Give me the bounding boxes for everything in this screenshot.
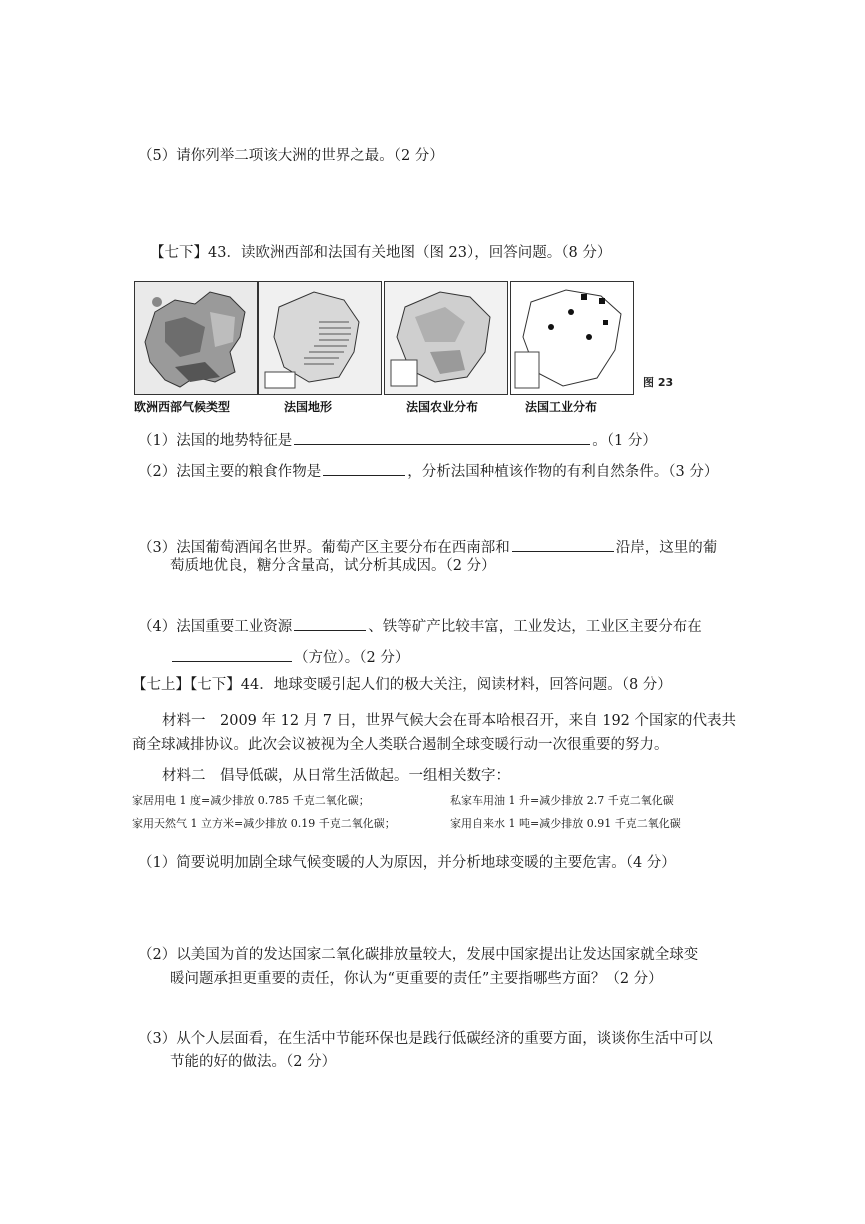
question-43-header: 【七下】43．读欧洲西部和法国有关地图（图 23），回答问题。（8 分） (150, 245, 612, 261)
map-france-agriculture (384, 281, 508, 395)
q43-4-text-c: （方位）。（2 分） (294, 650, 410, 666)
fact-fuel: 私家车用油 1 升=减少排放 2.7 千克二氧化碳 (450, 794, 674, 807)
question-43-1 (138, 428, 657, 451)
q43-4-text-a: （4）法国重要工业资源 (138, 619, 293, 635)
fact-electricity: 家居用电 1 度=减少排放 0.785 千克二氧化碳； (132, 794, 370, 807)
question-44-3-cont: 节能的好的做法。（2 分） (170, 1054, 337, 1070)
q43-2-text-a: （2）法国主要的粮食作物是 (138, 464, 322, 480)
caption-europe-climate: 欧洲西部气候类型 (134, 400, 231, 414)
map-france-industry (510, 281, 634, 395)
material-1-line-2: 商全球减排协议。此次会议被视为全人类联合遏制全球变暖行动一次很重要的努力。 (132, 737, 669, 753)
caption-france-agriculture: 法国农业分布 (406, 400, 479, 414)
fact-gas: 家用天然气 1 立方米=减少排放 0.19 千克二氧化碳； (132, 817, 396, 830)
material-1-line-1: 材料一 2009 年 12 月 7 日，世界气候大会在哥本哈根召开，来自 192 个国家的代表共 (162, 713, 737, 729)
q43-4-text-b: 、铁等矿产比较丰富，工业发达，工业区主要分布在 (368, 619, 702, 635)
question-43-4 (138, 614, 702, 637)
question-43-4-cont (170, 645, 409, 668)
question-44-1: （1）简要说明加剧全球气候变暖的人为原因，并分析地球变暖的主要危害。（4 分） (138, 855, 676, 871)
question-44-header: 【七上】【七下】44．地球变暖引起人们的极大关注，阅读材料，回答问题。（8 分） (132, 677, 672, 693)
fact-water: 家用自来水 1 吨=减少排放 0.91 千克二氧化碳 (450, 817, 681, 830)
q43-2-text-b: ，分析法国种植该作物的有利自然条件。（3 分） (407, 464, 719, 480)
q43-3-text-b: 沿岸，这里的葡 (615, 540, 718, 556)
q43-1-text-a: （1）法国的地势特征是 (138, 433, 293, 449)
q43-3-text-a: （3）法国葡萄酒闻名世界。葡萄产区主要分布在西南部和 (138, 540, 510, 556)
q43-1-text-b: 。（1 分） (592, 433, 657, 449)
answer-blank[interactable] (294, 428, 590, 445)
question-44-2-cont: 暖问题承担更重要的责任，你认为“更重要的责任”主要指哪些方面？（2 分） (170, 971, 663, 987)
question-44-2: （2）以美国为首的发达国家二氧化碳排放量较大，发展中国家提出让发达国家就全球变 (138, 947, 699, 963)
answer-blank[interactable] (323, 459, 405, 476)
material-2: 材料二 倡导低碳，从日常生活做起。一组相关数字： (162, 768, 510, 784)
question-43-3 (138, 535, 717, 558)
question-43-3-cont: 萄质地优良，糖分含量高，试分析其成因。（2 分） (170, 558, 496, 574)
question-44-3: （3）从个人层面看，在生活中节能环保也是践行低碳经济的重要方面，谈谈你生活中可以 (138, 1031, 713, 1047)
caption-france-terrain: 法国地形 (284, 400, 333, 414)
caption-france-industry: 法国工业分布 (525, 400, 598, 414)
answer-blank[interactable] (172, 645, 292, 662)
question-43-2 (138, 459, 718, 482)
answer-blank[interactable] (294, 614, 366, 631)
map-europe-climate (134, 281, 258, 395)
figure-label: 图 23 (643, 376, 674, 389)
answer-blank[interactable] (512, 535, 614, 552)
question-42-5: （5）请你列举二项该大洲的世界之最。（2 分） (138, 148, 444, 164)
map-france-terrain (258, 281, 382, 395)
